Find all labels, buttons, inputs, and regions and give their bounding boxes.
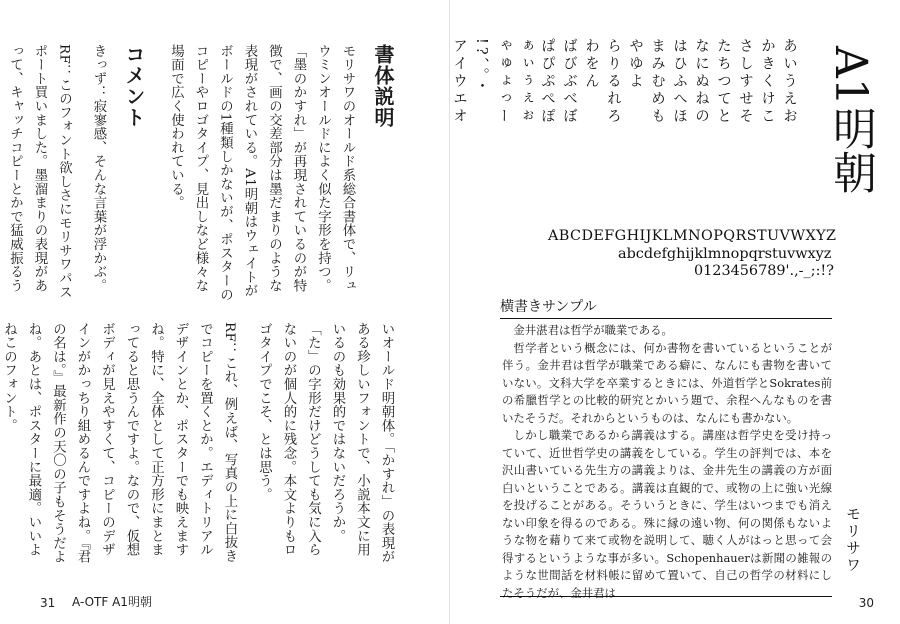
horizontal-sample-heading: 横書きサンプル	[500, 296, 832, 319]
description-block	[7, 44, 398, 304]
latin-lowercase-sample: abcdefghijklmnopqrstuvwxyz	[618, 246, 832, 262]
description-paragraph: モリサワのオールド系総合書体で、リュウミンオールドによく似た字形を持つ。「墨のかすれ」が再現されているのが特徴で、画の交差部分は墨だまりのような表現がされている。A1明朝はウェイトがボールドの1種類しかないが、ポスターのコピーやロゴタイプ、見出しなど様々な場面で広く使われている。	[168, 44, 355, 302]
comment-paragraph: きっず：寂寥感、そんな言葉が浮かぶ。	[91, 44, 106, 293]
kana-column: ぱぴぷぺぽ	[539, 38, 555, 126]
description-heading: 書体説明	[371, 44, 395, 128]
kana-column: やゆよ	[627, 38, 643, 91]
sample-paragraph: しかし職業であるから講義はする。講座は哲学史を受け持っていて、近世哲学史の講義をしている。学生の評判では、本を沢山書いている先生方の講義よりは、金井先生の講義の方が面白いということである。講義は直観的で、或物の上に強い光線を投げることがある。そういうときに、学生はいつまでも消えない印象を得るのである。殊に縁の遠い物、何の関係もないような物を藉りて来て或物を説明して、聴く人がはっと思って会得するというような事が多い。Schopenhauerは新聞の雑報のような世間話を材料帳に留めて置いて、自己の哲学の材料にしたそうだが、金井君は	[502, 428, 832, 600]
comment-text	[0, 44, 110, 304]
comment-continued-block	[1, 322, 398, 570]
kana-column: アイウエオ	[451, 38, 467, 126]
sample-bottom-rule	[500, 596, 832, 597]
kana-column: たちつてと	[715, 38, 731, 126]
page-number-right: 30	[858, 596, 874, 610]
horizontal-sample-text	[502, 322, 832, 600]
sample-paragraph: 哲学者という概念には、何か書物を書いているということが伴う。金井君は哲学が職業である癖に、なんにも書物を書いていない。文科大学を卒業するときには、外道哲学とSokrates前の希臘哲学との比較的研究とかいう題で、余程へんなものを書いたそうだ。それからというものは、なんにも書かない。	[502, 340, 832, 425]
kana-column: らりるれろ	[605, 38, 621, 126]
kana-column: はひふへほ	[671, 38, 687, 126]
kana-column: さしすせそ	[737, 38, 753, 126]
kana-column: あいうえお	[781, 38, 797, 126]
kana-column: !?、。・	[473, 38, 489, 96]
page-number-left: 31	[40, 596, 56, 610]
digits-sample: 0123456789'.,-_;:!?	[694, 263, 834, 279]
latin-uppercase-sample: ABCDEFGHIJKLMNOPQRSTUVWXYZ	[548, 228, 837, 244]
kana-column: ゃゅょっー	[495, 38, 511, 126]
kana-column: まみむめも	[649, 38, 665, 126]
description-text	[163, 44, 359, 304]
kana-column: なにぬねの	[693, 38, 709, 126]
running-title: A-OTF A1明朝	[72, 595, 152, 609]
comment-paragraph: RF：これ、例えば、写真の上に白抜きでコピーを置くとか。エディトリアルデザインとか、ポスターでも映えますね。特に、全体として正方形にまとまってると思うんですよ。なので、仮想ボディが見えやすくて、コピーのデザインがかっちり組めるんですよね。『君の名は。』最新作の天〇の子もそうだよね。あとは、ポスターに最適。いいよねこのフォント。	[1, 322, 237, 564]
kana-column: ぁぃぅぇぉ	[517, 38, 533, 126]
author-signature: モリサワ	[844, 506, 862, 574]
comment-paragraph: いオールド明朝体。「かすれ」の表現がある珍しいフォントで、小説本文に用いるのも効果的ではないだろうか。「た」の字形だけどうしても気に入らないのが個人的に残念。本文よりもロゴタイプでこそ、とは思う。	[256, 322, 394, 564]
right-page	[450, 0, 900, 624]
comment-paragraph: RF：このフォント欲しさにモリサワパスポート買いました。墨溜まりの表現があって、キャッチコピーとかで猛威振るう	[7, 44, 72, 299]
font-name-title: A1明朝	[825, 46, 876, 194]
kana-column: ばびぶべぼ	[561, 38, 577, 126]
comment-heading: コメント	[122, 44, 146, 128]
sample-paragraph: 金井湛君は哲学が職業である。	[513, 323, 673, 337]
kana-column: かきくけこ	[759, 38, 775, 126]
kana-specimen-grid	[451, 38, 800, 220]
kana-column: わをん	[583, 38, 599, 91]
